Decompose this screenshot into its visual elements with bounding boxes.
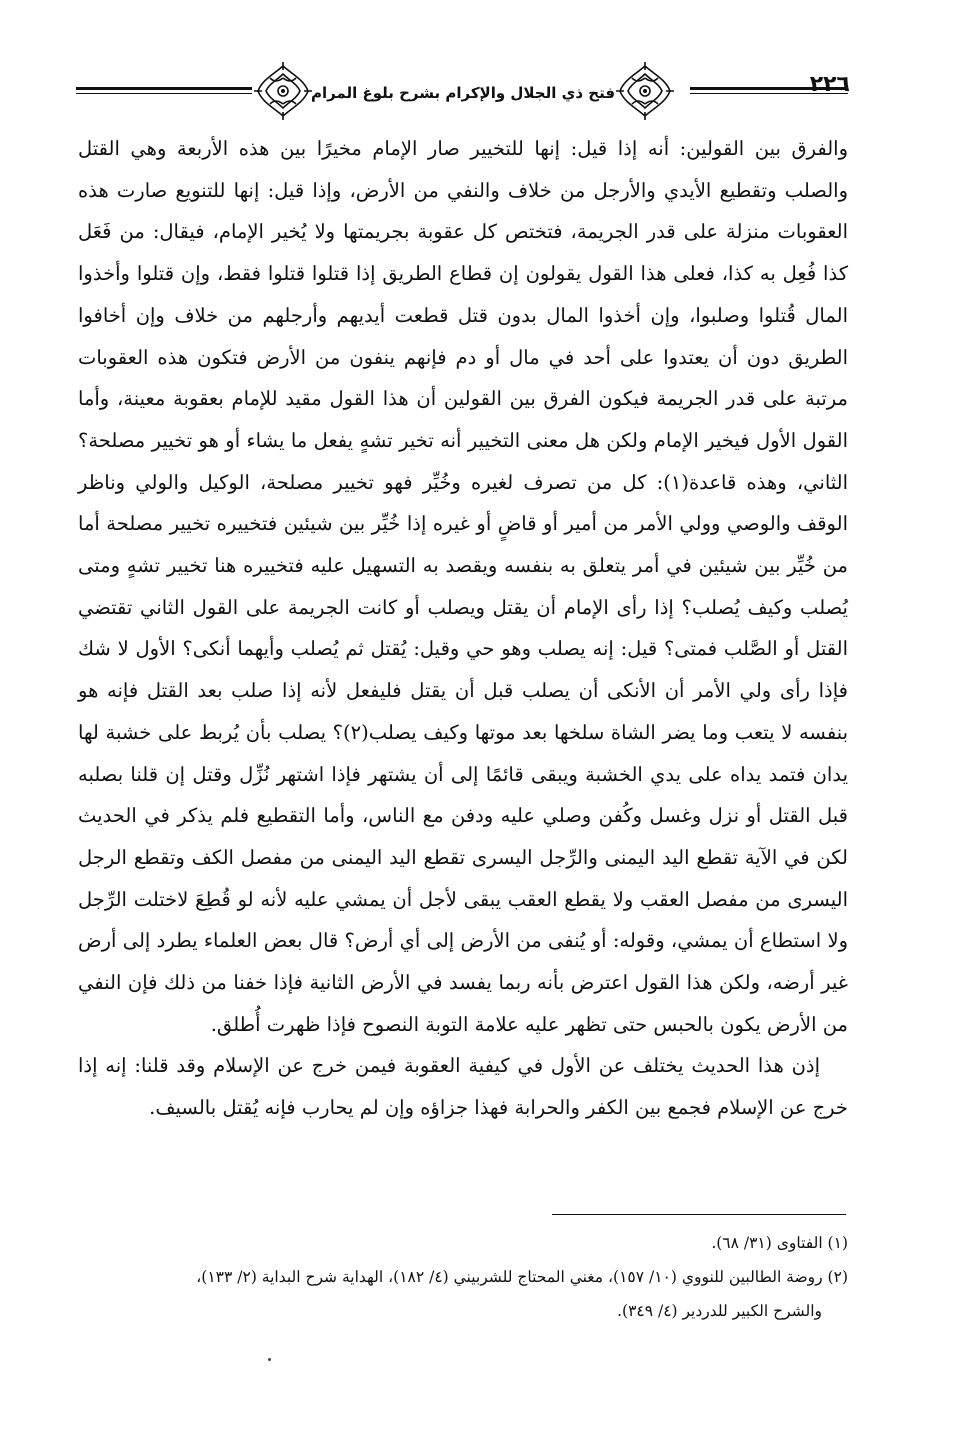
paragraph-1: والفرق بين القولين: أنه إذا قيل: إنها للتخيير صار الإمام مخيرًا بين هذه الأربعة وهي القتل والصلب وتقطيع الأيدي والأرجل من خلاف والنفي من الأرض، وإذا قيل: إنها للتنويع صارت هذه العقوبات منزلة على قدر الجريمة، فتختص كل عقوبة بجريمتها ولا يُخير الإمام، فيقال: من فَعَل كذا فُعِل به كذا، فعلى هذا القول يقولون إن قطاع الطريق إذا قتلوا قتلوا فقط، وإن قتلوا وأخذوا المال قُتلوا وصلبوا، وإن أخذوا المال بدون قتل قطعت أيديهم وأرجلهم من خلاف وإن أخافوا الطريق دون أن يعتدوا على أحد في مال أو دم فإنهم ينفون من الأرض فتكون هذه العقوبات مرتبة على قدر الجريمة فيكون الفرق بين القولين أن هذا القول مقيد للإمام بعقوبة معينة، وأما القول الأول فيخير الإمام ولكن هل معنى التخيير أنه تخير تشهٍ يفعل ما يشاء أو هو تخيير مصلحة؟ الثاني، وهذه قاعدة(١): كل من تصرف لغيره وخُيِّر فهو تخيير مصلحة، الوكيل والولي وناظر الوقف والوصي وولي الأمر من أمير أو قاضٍ أو غيره إذا خُيِّر بين شيئين فتخييره تخيير مصلحة أما من خُيِّر بين شيئين في أمر يتعلق به بنفسه ويقصد به التسهيل عليه فتخييره هنا تخيير تشهٍ ومتى يُصلب وكيف يُصلب؟ إذا رأى الإمام أن يقتل ويصلب أو كانت الجريمة على القول الثاني تقتضي القتل أو الصَّلب فمتى؟ قيل: إنه يصلب وهو حي وقيل: يُقتل ثم يُصلب وأيهما أنكى؟ الأول لا شك فإذا رأى ولي الأمر أن الأنكى أن يصلب قبل أن يقتل فليفعل لأنه إذا صلب بعد القتل فإنه هو بنفسه لا يتعب وما يضر الشاة سلخها بعد موتها وكيف يصلب(٢)؟ يصلب بأن يُربط على خشبة لها يدان فتمد يداه على يدي الخشبة ويبقى قائمًا إلى أن يشتهر فإذا اشتهر نُزِّل وقتل إن قلنا بصلبه قبل القتل أو نزل وغسل وكُفن وصلي عليه ودفن مع الناس، وأما التقطيع فلم يذكر في الحديث لكن في الآية تقطع اليد اليمنى والرِّجل اليسرى تقطع اليد اليمنى من مفصل الكف وتقطع الرجل اليسرى من مفصل العقب ولا يقطع العقب يبقى لأجل أن يمشي عليه لأنه لو قُطِعَ لاختلت الرِّجل ولا استطاع أن يمشي، وقوله: أو يُنفى من الأرض إلى أي أرض؟ قال بعض العلماء يطرد إلى أرض غير أرضه، ولكن هذا القول اعترض بأنه ربما يفسد في الأرض الثانية فإذا خفنا من ذلك فإن النفي من الأرض يكون بالحبس حتى تظهر عليه علامة التوبة النصوح فإذا ظهرت أُطلق. (78, 137, 849, 1036)
footnotes (78, 1226, 848, 1328)
paragraph-2: إذن هذا الحديث يختلف عن الأول في كيفية العقوبة فيمن خرج عن الإسلام وقد قلنا: إنه إذا خرج عن الإسلام فجمع بين الكفر والحرابة فهذا جزاؤه وإن لم يحارب فإنه يُقتل بالسيف. (78, 1054, 848, 1120)
footnote-separator (552, 1214, 846, 1215)
header-rule-left (76, 87, 252, 90)
page-number: ٢٢٦ (809, 72, 850, 97)
footnote-1: (١) الفتاوى (٣١/ ٦٨). (711, 1234, 848, 1252)
footnote-2-line-2: والشرح الكبير للدردير (٤/ ٣٤٩). (617, 1302, 822, 1320)
ornament-left-icon (252, 60, 314, 122)
footnote-2-line-1: (٢) روضة الطالبين للنووي (١٠/ ١٥٧)، مغني المحتاج للشربيني (٤/ ١٨٢)، الهداية شرح البداية (٢/ ١٣٣)، (196, 1268, 848, 1286)
main-text (78, 128, 848, 1129)
scan-speck (268, 1358, 271, 1361)
ornament-right-icon (614, 60, 676, 122)
book-title: فتح ذي الجلال والإكرام بشرح بلوغ المرام (310, 84, 616, 102)
